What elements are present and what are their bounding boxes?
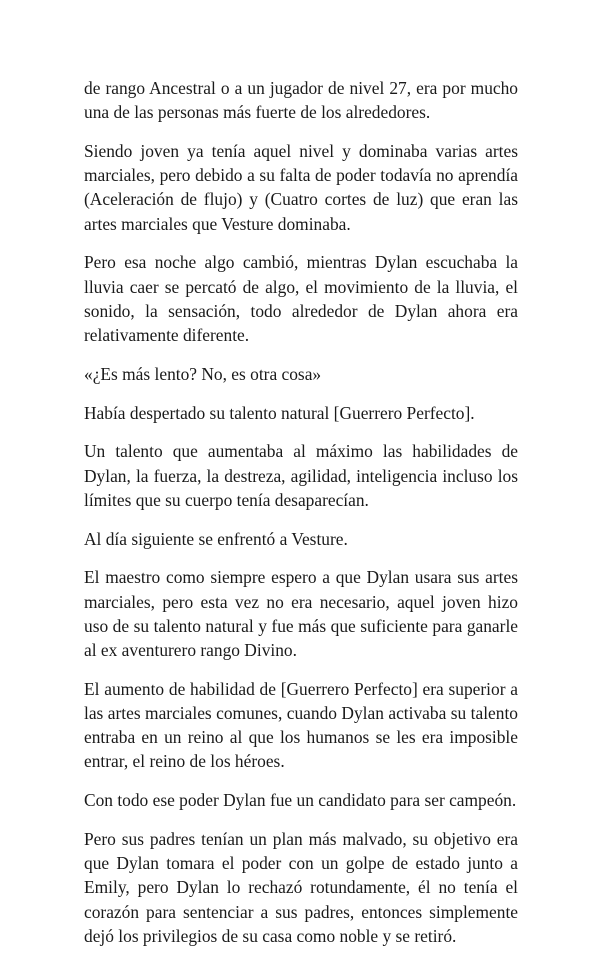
paragraph: de rango Ancestral o a un jugador de nivel 27, era por mucho una de las personas más fuerte de los alrededores.: [84, 78, 518, 123]
paragraph: Siendo joven ya tenía aquel nivel y dominaba varias artes marciales, pero debido a su falta de poder todavía no aprendía (Aceleración de flujo) y (Cuatro cortes de luz) que eran las artes marciales que Vesture dominaba.: [84, 141, 518, 234]
paragraph: El aumento de habilidad de [Guerrero Perfecto] era superior a las artes marciales comunes, cuando Dylan activaba su talento entraba en un reino al que los humanos se les era imposible entrar, el reino de los héroes.: [84, 678, 518, 772]
paragraph: Al día siguiente se enfrentó a Vesture.: [84, 528, 348, 549]
paragraph: Pero sus padres tenían un plan más malvado, su objetivo era que Dylan tomara el poder con un golpe de estado junto a Emily, pero Dylan lo rechazó rotundamente, él no tenía el corazón para sentenciar a sus padres, entonces simplemente dejó los privilegios de su casa como noble y se retiró.: [84, 829, 518, 946]
paragraph: Un talento que aumentaba al máximo las habilidades de Dylan, la fuerza, la destreza, agilidad, inteligencia incluso los límites que su cuerpo tenía desaparecían.: [84, 441, 518, 510]
document-page: [84, 76, 518, 963]
paragraph: Había despertado su talento natural [Guerrero Perfecto].: [84, 402, 475, 423]
paragraph: Con todo ese poder Dylan fue un candidato para ser campeón.: [84, 790, 517, 811]
paragraph: El maestro como siempre espero a que Dylan usara sus artes marciales, pero esta vez no era necesario, aquel joven hizo uso de su talento natural y fue más que suficiente para ganarle al ex aventurero rango Divino.: [84, 567, 518, 661]
paragraph: Pero esa noche algo cambió, mientras Dylan escuchaba la lluvia caer se percató de algo, el movimiento de la lluvia, el sonido, la sensación, todo alrededor de Dylan ahora era relativamente diferente.: [84, 252, 518, 346]
paragraph: «¿Es más lento? No, es otra cosa»: [84, 363, 322, 384]
